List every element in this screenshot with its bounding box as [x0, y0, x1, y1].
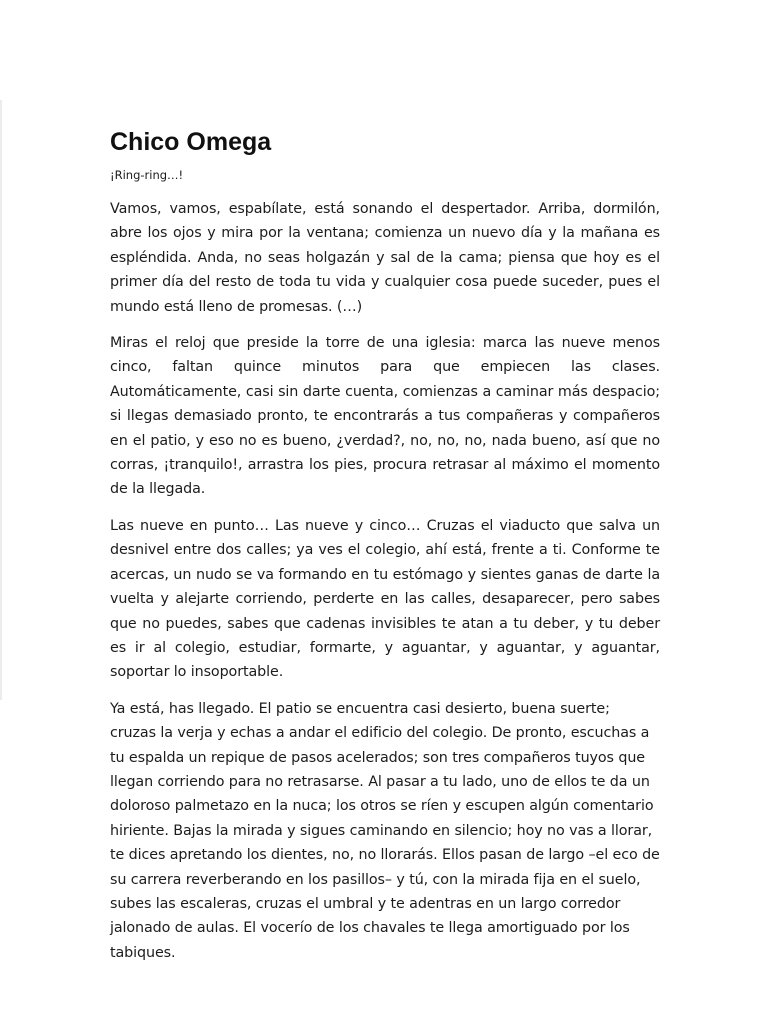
paragraph-4: Ya está, has llegado. El patio se encuentra casi desierto, buena suerte; cruzas la verja y echas a andar el edificio del colegio. De pronto, escuchas a tu espalda un repique de pasos acelerados; son tres compañeros tuyos que llegan corriendo para no retrasarse. Al pasar a tu lado, uno de ellos te da un doloroso palmetazo en la nuca; los otros se ríen y escupen algún comentario hiriente. Bajas la mirada y sigues caminando en silencio; hoy no vas a llorar, te dices apretando los dientes, no, no llorarás. Ellos pasan de largo –el eco de su carrera reverberando en los pasillos– y tú, con la mirada fija en el suelo, subes las escaleras, cruzas el umbral y te adentras en un largo corredor jalonado de aulas. El vocerío de los chavales te llega amortiguado por los tabiques. [110, 700, 660, 961]
document-title: Chico Omega [110, 128, 272, 156]
paragraph-1: Vamos, vamos, espabílate, está sonando el despertador. Arriba, dormilón, abre los ojos y mira por la ventana; comienza un nuevo día y la mañana es espléndida. Anda, no seas holgazán y sal de la cama; piensa que hoy es el primer día del resto de toda tu vida y cualquier cosa puede suceder, pues el mundo está lleno de promesas. (…) [110, 201, 660, 315]
paragraph-3: Las nueve en punto… Las nueve y cinco… Cruzas el viaducto que salva un desnivel entre dos calles; ya ves el colegio, ahí está, frente a ti. Conforme te acercas, un nudo se va formando en tu estómago y sientes ganas de darte la vuelta y alejarte corriendo, perderte en las calles, desaparecer, pero sabes que no puedes, sabes que cadenas invisibles te atan a tu deber, y tu deber es ir al colegio, estudiar, formarte, y aguantar, y aguantar, y aguantar, soportar lo insoportable. [110, 517, 660, 681]
page-edge-divider [0, 100, 2, 700]
paragraph-2: Miras el reloj que preside la torre de una iglesia: marca las nueve menos cinco, faltan quince minutos para que empiecen las clases. Automáticamente, casi sin darte cuenta, comienzas a caminar más despacio; si llegas demasiado pronto, te encontrarás a tus compañeras y compañeros en el patio, y eso no es bueno, ¿verdad?, no, no, no, nada bueno, así que no corras, ¡tranquilo!, arrastra los pies, procura retrasar al máximo el momento de la llegada. [110, 335, 660, 498]
document-subtitle: ¡Ring-ring…! [110, 168, 184, 182]
document-body [110, 125, 660, 977]
